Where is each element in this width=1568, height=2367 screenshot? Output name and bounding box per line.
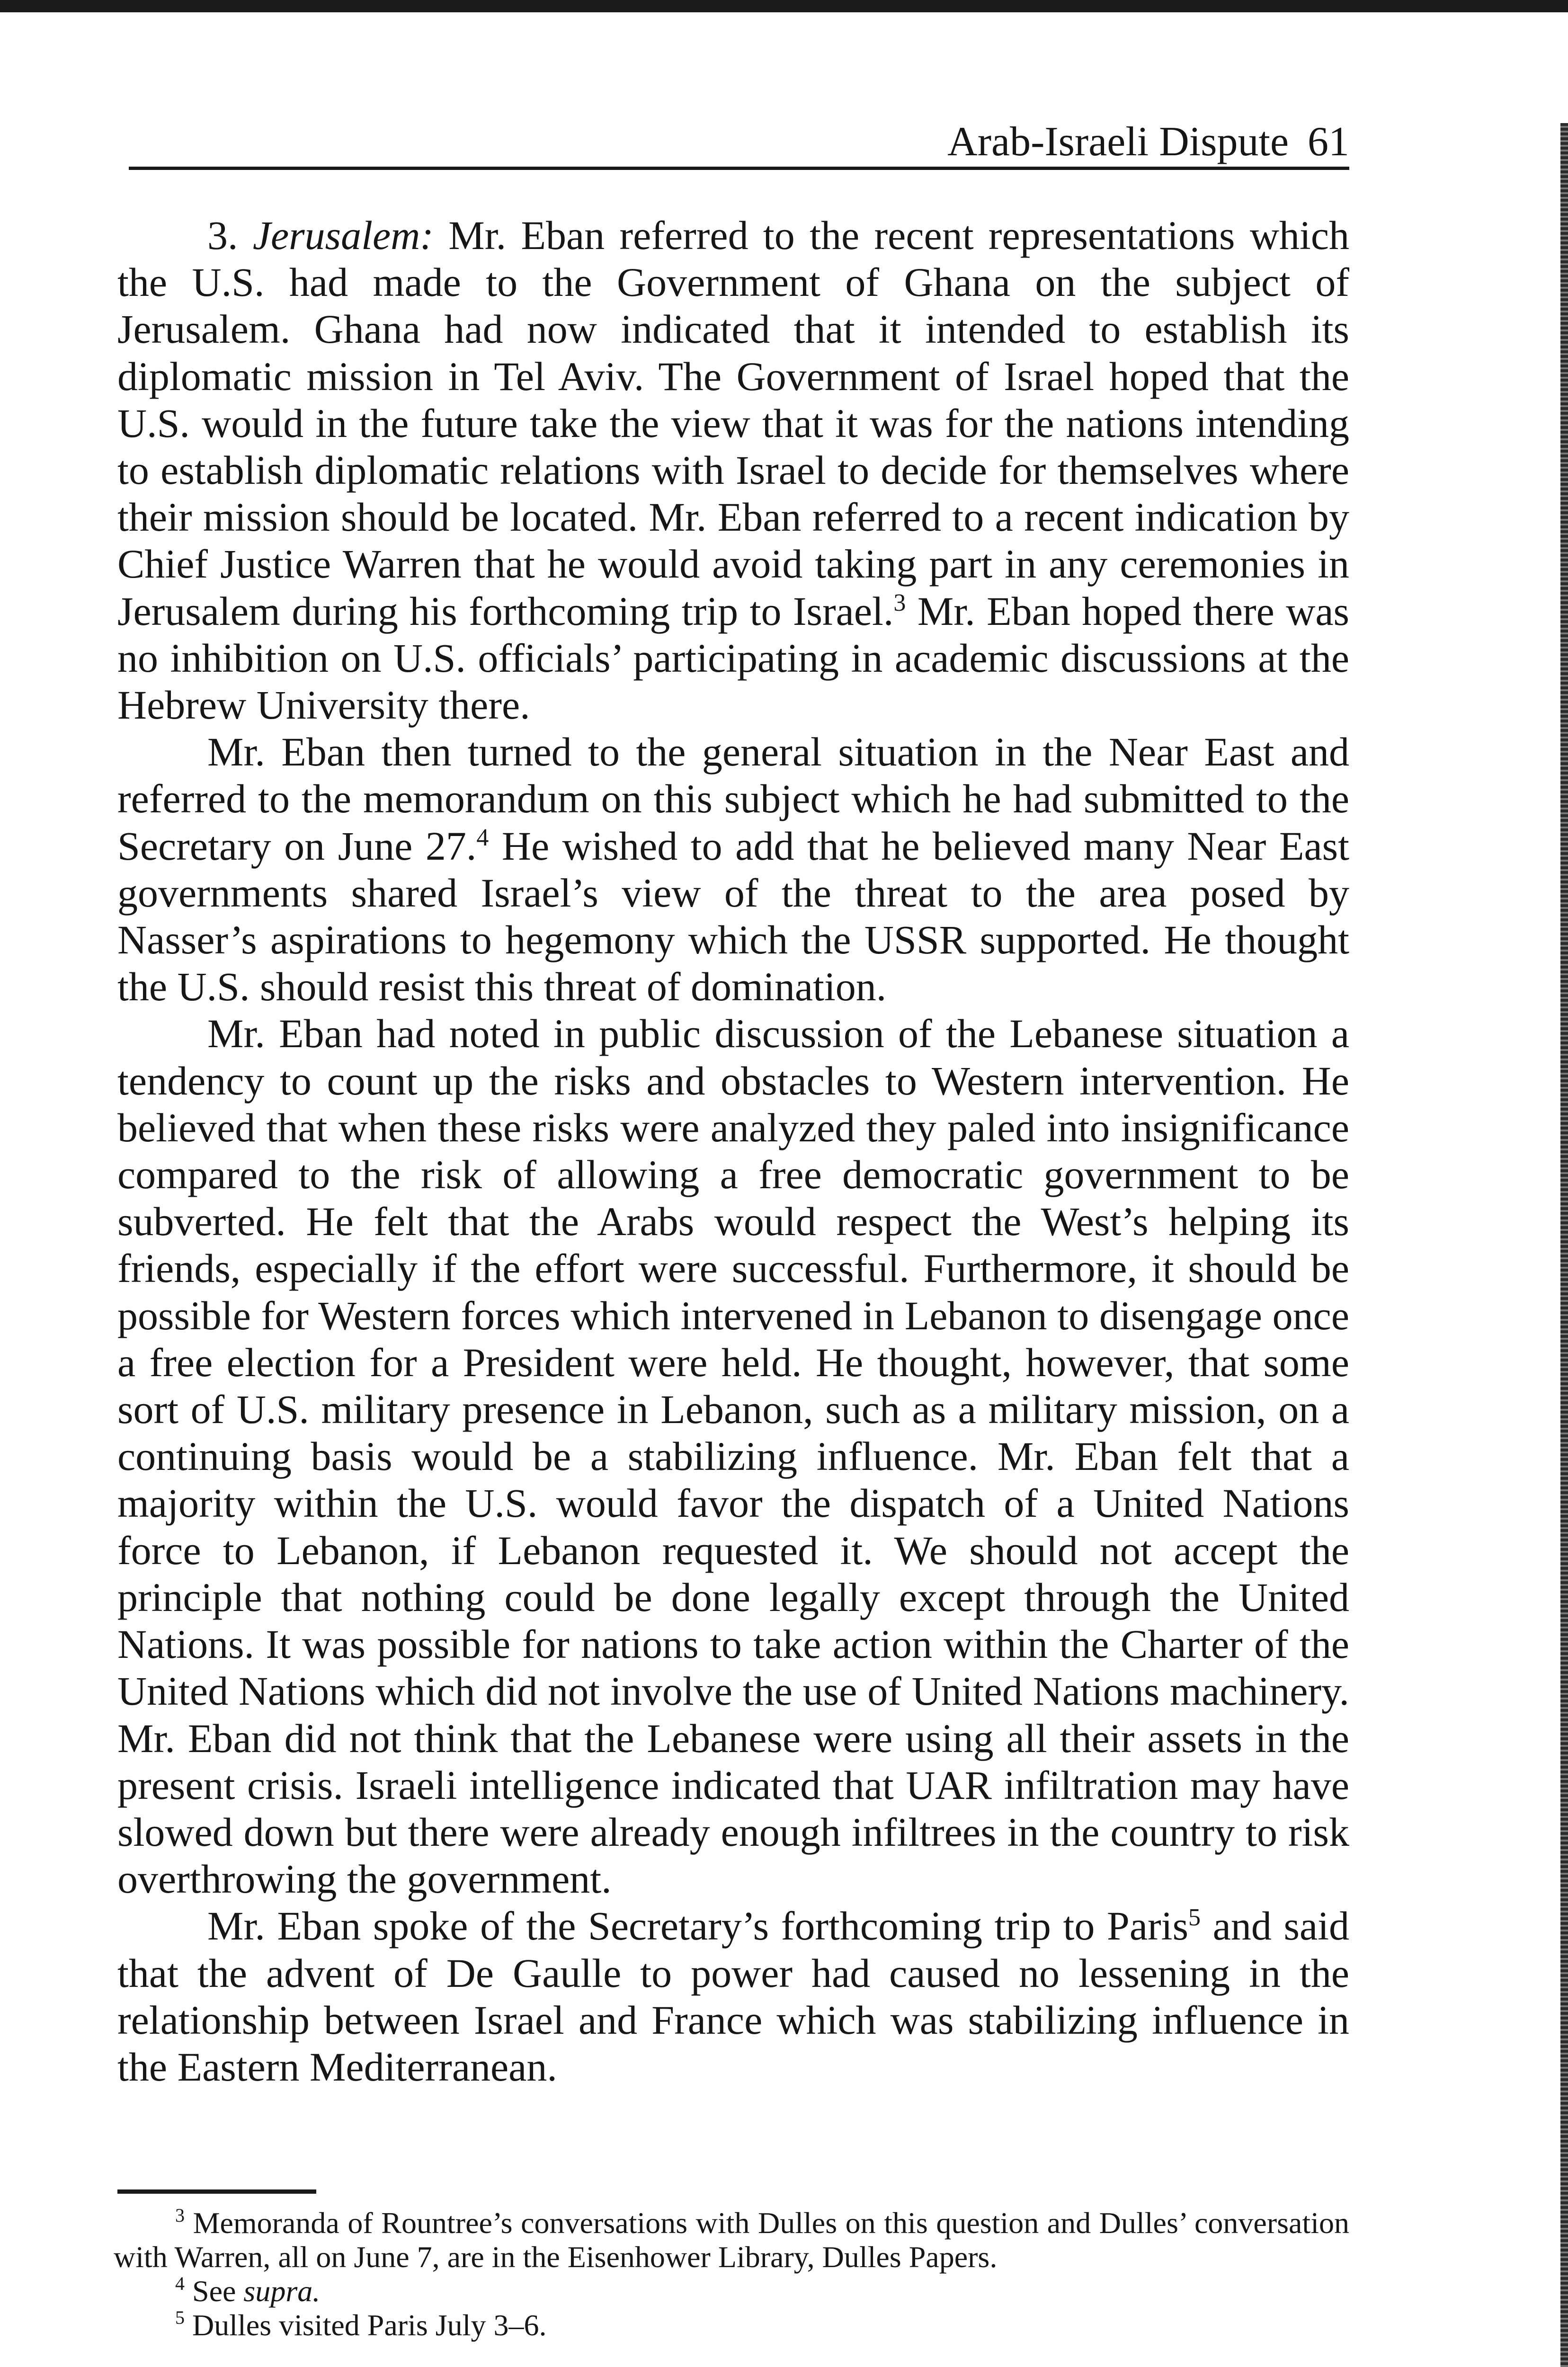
paragraph-text: Mr. Eban referred to the recent representations which the U.S. had made to the Government of Ghana on the subject of Jerusalem. Ghana had now indicated that it intended to establish its diplomatic mission in Tel Aviv. The Government of Israel hoped that the U.S. would in the future take the view that it was for the nations intending to establish diplomatic relations with Israel to decide for themselves where their mission should be located. Mr. Eban referred to a recent indication by Chief Justice Warren that he would avoid taking part in any ceremonies in Jerusalem during his forthcoming trip to Israel. [117, 213, 1350, 634]
page-edge-shadow [1560, 123, 1568, 2367]
running-head [947, 118, 1349, 166]
footnote-ref-4: 4 [476, 824, 489, 851]
body-text [117, 212, 1349, 2091]
paragraph-text: and said that the advent of De Gaulle to power had caused no lessening in the relationship between Israel and France which was stabilizing influence in the Eastern Mediterranean. [117, 1903, 1350, 2090]
section-number: 3. [207, 213, 253, 258]
footnote-number: 4 [175, 2273, 185, 2294]
paragraph-paris [117, 1903, 1349, 2091]
running-head-title: Arab-Israeli Dispute [947, 119, 1289, 165]
footnote-text: Dulles visited Paris July 3–6. [185, 2308, 547, 2342]
footnote-text: See [185, 2274, 244, 2308]
footnote-number: 3 [175, 2205, 185, 2226]
paragraph-text: Mr. Eban had noted in public discussion of the Lebanese situation a tendency to count up the risks and obstacles to Western intervention. He believed that when these risks were analyzed they paled into insignificance compared to the risk of allowing a free democratic government to be subverted. He felt that the Arabs would respect the West’s helping its friends, especially if the effort were successful. Furthermore, it should be possible for Western forces which intervened in Lebanon to disengage once a free election for a President were held. He thought, however, that some sort of U.S. military presence in Lebanon, such as a military mission, on a continuing basis would be a stabilizing influence. Mr. Eban felt that a majority within the U.S. would favor the dispatch of a United Nations force to Lebanon, if Lebanon requested it. We should not accept the principle that nothing could be done legally except through the United Nations. It was possible for nations to take action within the Charter of the United Nations which did not involve the use of United Nations machinery. Mr. Eban did not think that the Lebanese were using all their assets in the present crisis. Israeli intelligence indicated that UAR infiltration may have slowed down but there were already enough infiltrees in the country to risk overthrowing the government. [117, 1011, 1349, 1902]
page-number: 61 [1308, 119, 1349, 165]
footnote-5 [114, 2308, 1349, 2342]
footnote-ref-3: 3 [893, 589, 906, 616]
top-edge-bar [0, 0, 1568, 12]
footnote-ref-5: 5 [1188, 1904, 1201, 1931]
section-label: Jerusalem: [252, 213, 434, 258]
paragraph-text: Mr. Eban hoped there was no inhibition on U.S. officials’ participating in academic discussions at the Hebrew University there. [117, 588, 1349, 728]
paragraph-near-east [117, 729, 1349, 1010]
paragraph-jerusalem [117, 212, 1349, 729]
paragraph-text: Mr. Eban then turned to the general situation in the Near East and referred to the memorandum on this subject which he had submitted to the Secretary on June 27. [117, 729, 1349, 869]
paragraph-text: Mr. Eban spoke of the Secretary’s forthcoming trip to Paris [207, 1903, 1189, 1949]
footnote-rule [117, 2189, 316, 2194]
footnote-text: Memoranda of Rountree’s conversations with Dulles on this question and Dulles’ conversation with Warren, all on June 7, are in the Eisenhower Library, Dulles Papers. [114, 2206, 1349, 2274]
footnotes [114, 2206, 1349, 2342]
footnote-italic: supra. [243, 2274, 321, 2308]
footnote-number: 5 [175, 2307, 185, 2328]
paragraph-text: He wished to add that he believed many Near East governments shared Israel’s view of the threat to the area posed by Nasser’s aspirations to hegemony which the USSR supported. He thought the U.S. should resist this threat of domination. [117, 823, 1350, 1010]
page-header [129, 117, 1349, 170]
footnote-3 [114, 2206, 1349, 2274]
footnote-4 [114, 2274, 1349, 2308]
paragraph-lebanon [117, 1010, 1349, 1903]
